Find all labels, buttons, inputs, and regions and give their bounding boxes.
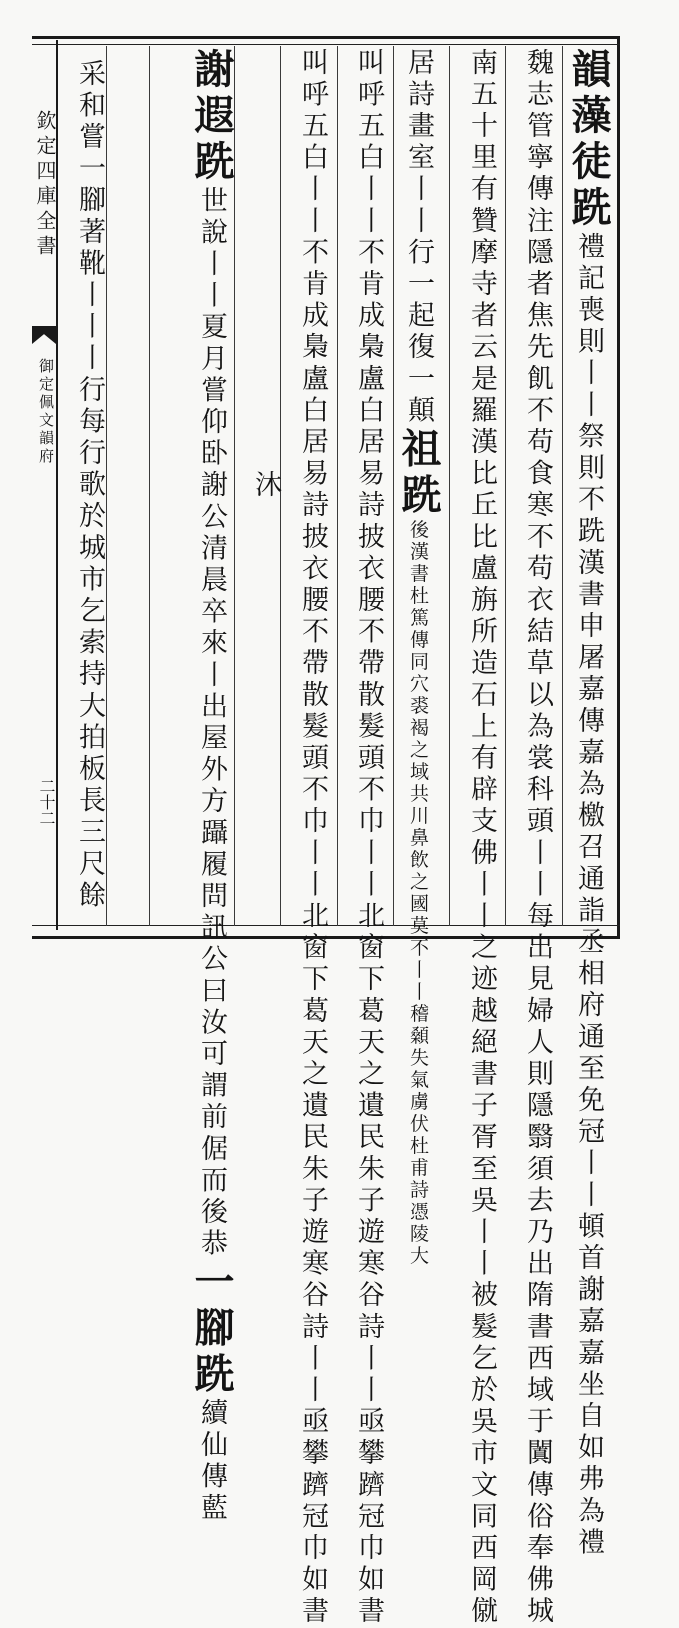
text-column-1 (565, 48, 612, 1560)
fishtail-mark (32, 326, 56, 344)
column-rule (449, 46, 450, 926)
text-column-2: 魏志管寧傳注隱者焦先飢不苟食寒不苟衣結草以為裳科頭丨丨每出見婦人則隱翳須去乃出隋書西域于闐傳俗奉佛城 (522, 48, 553, 1628)
headword: 祖跣 (395, 427, 442, 520)
column-text: 後漢書杜篤傳同穴裘褐之域共川鼻飲之國莫不丨丨稽顙失氣虜伏杜甫詩憑陵大 (407, 519, 429, 1268)
column-rule (562, 46, 563, 926)
column-rule (149, 46, 150, 926)
column-text: 世說丨丨夏月嘗仰卧謝公清晨卒來丨出屋外方躡履問訊公曰汝可謂前倨而後恭 (196, 186, 227, 1261)
volume-title: 御定佩文韻府 (37, 358, 55, 466)
page-number: 二十二 (37, 778, 56, 826)
headword: 一腳跣 (188, 1260, 235, 1399)
text-column-4 (395, 48, 442, 1268)
book-title: 欽定四庫全書 (33, 110, 57, 260)
column-rule (393, 46, 394, 926)
headword: 謝遐跣 (188, 48, 235, 186)
column-rule (505, 46, 506, 926)
column-text: 續仙傳藍 (196, 1398, 227, 1525)
text-column-3: 南五十里有贊摩寺者云是羅漢比丘比盧旃所造石上有辟支佛丨丨之迹越絕書子胥至吳丨丨被髮乞於吳市文同西岡僦 (466, 48, 497, 1628)
headword: 韻藻徒跣 (565, 48, 612, 232)
column-rule (337, 46, 338, 926)
text-column-5: 叫呼五白丨丨不肯成梟盧白居易詩披衣腰不帶散髮頭不巾丨丨北窗下葛天之遺民朱子遊寒谷詩丨丨亟攀躋冠巾如書 (353, 48, 384, 1628)
text-column-9: 采和嘗一腳著靴丨丨丨行每行歌於城市乞索持大拍板長三尺餘 (74, 58, 105, 913)
text-column-6 (284, 48, 328, 1628)
text-column-8 (153, 48, 235, 1525)
column-text: 叫呼五白丨丨不肯成梟盧白居易詩披衣腰不帶散髮頭不巾丨丨北窗下葛天之遺民朱子遊寒谷詩丨丨亟攀躋冠巾如書 (297, 48, 328, 1628)
column-text: 禮記喪則丨丨祭則不跣漢書申屠嘉傳嘉為檄召通詣丞相府通至免冠丨丨頓首謝嘉嘉坐自如弗為禮 (573, 232, 604, 1560)
top-rule (32, 44, 620, 45)
text-column-7: 沐 (250, 469, 281, 502)
column-rule (106, 46, 107, 926)
column-text: 居詩畫室丨丨行一起復一顛 (403, 48, 434, 428)
center-fold-strip (32, 40, 58, 930)
